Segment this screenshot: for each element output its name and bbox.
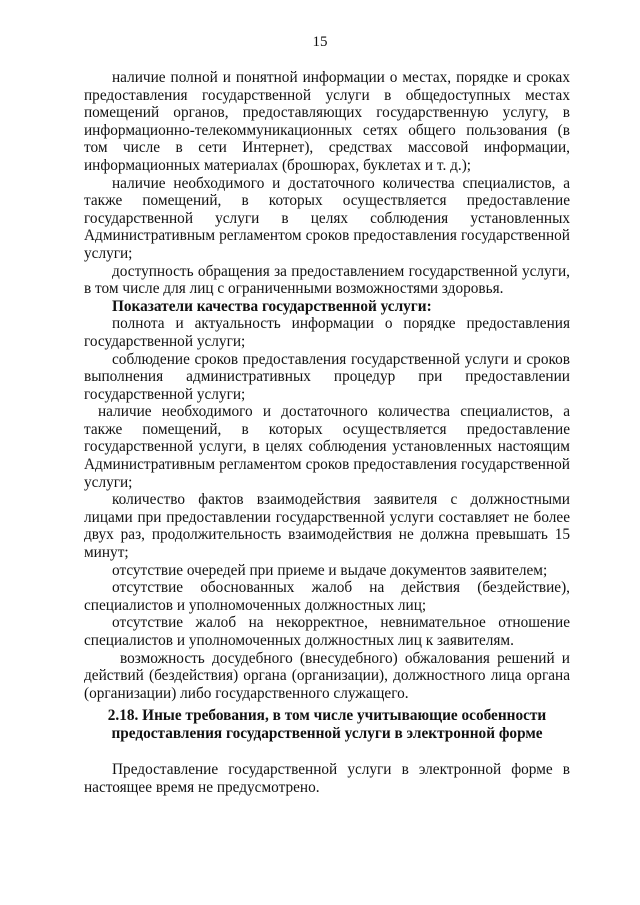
paragraph-completeness: полнота и актуальность информации о порядке предоставления государственной услуги;: [84, 315, 570, 350]
paragraph-no-incorrect-complaints: отсутствие жалоб на некорректное, невнимательное отношение специалистов и уполномоченных должностных лиц к заявителям.: [84, 614, 570, 649]
paragraph-specialists-premises: наличие необходимого и достаточного количества специалистов, а также помещений, в которых осуществляется предоставление государственной услуги в целях соблюдения установленных Административным регламентом сроков предоставления государственной услуги;: [84, 174, 570, 262]
paragraph-no-complaints: отсутствие обоснованных жалоб на действия (бездействие), специалистов и уполномоченных должностных лиц;: [84, 579, 570, 614]
section-title: 2.18. Иные требования, в том числе учитывающие особенности предоставления государственной услуги в электронной форме: [107, 707, 547, 742]
body-text: [84, 69, 570, 702]
paragraph-appeal: возможность досудебного (внесудебного) обжалования решений и действий (бездействия) органа (организации), должностного лица органа (организации) либо государственного служащего.: [84, 649, 570, 702]
paragraph-no-queues: отсутствие очередей при приеме и выдаче документов заявителем;: [112, 561, 548, 579]
paragraph-accessibility: доступность обращения за предоставлением государственной услуги, в том числе для лиц с ограниченными возможностями здоровья.: [84, 262, 570, 298]
section-body: Предоставление государственной услуги в электронной форме в настоящее время не предусмотрено.: [84, 761, 570, 796]
paragraph-info-availability: наличие полной и понятной информации о местах, порядке и сроках предоставления государственной услуги в общедоступных местах помещений органов, предоставляющих государственную услугу, в информационно-телекоммуникационных сетях общего пользования (в том числе в сети Интернет), средствах массовой информации, информационных материалах (брошюрах, буклетах и т. д.);: [84, 69, 570, 174]
paragraph-specialists-quality: наличие необходимого и достаточного количества специалистов, а также помещений, в которых осуществляется предоставление государственной услуги, в целях соблюдения установленных настоящим Административным регламентом сроков предоставления государственной услуги;: [84, 403, 570, 491]
paragraph-interaction-count: количество фактов взаимодействия заявителя с должностными лицами при предоставлении государственной услуги составляет не более двух раз, продолжительность взаимодействия не должна превышать 15 минут;: [84, 491, 570, 562]
paragraph-deadlines: соблюдение сроков предоставления государственной услуги и сроков выполнения административных процедур при предоставлении государственной услуги;: [84, 350, 570, 403]
page-number: 15: [312, 34, 328, 50]
quality-indicators-heading: Показатели качества государственной услуги:: [112, 297, 432, 315]
